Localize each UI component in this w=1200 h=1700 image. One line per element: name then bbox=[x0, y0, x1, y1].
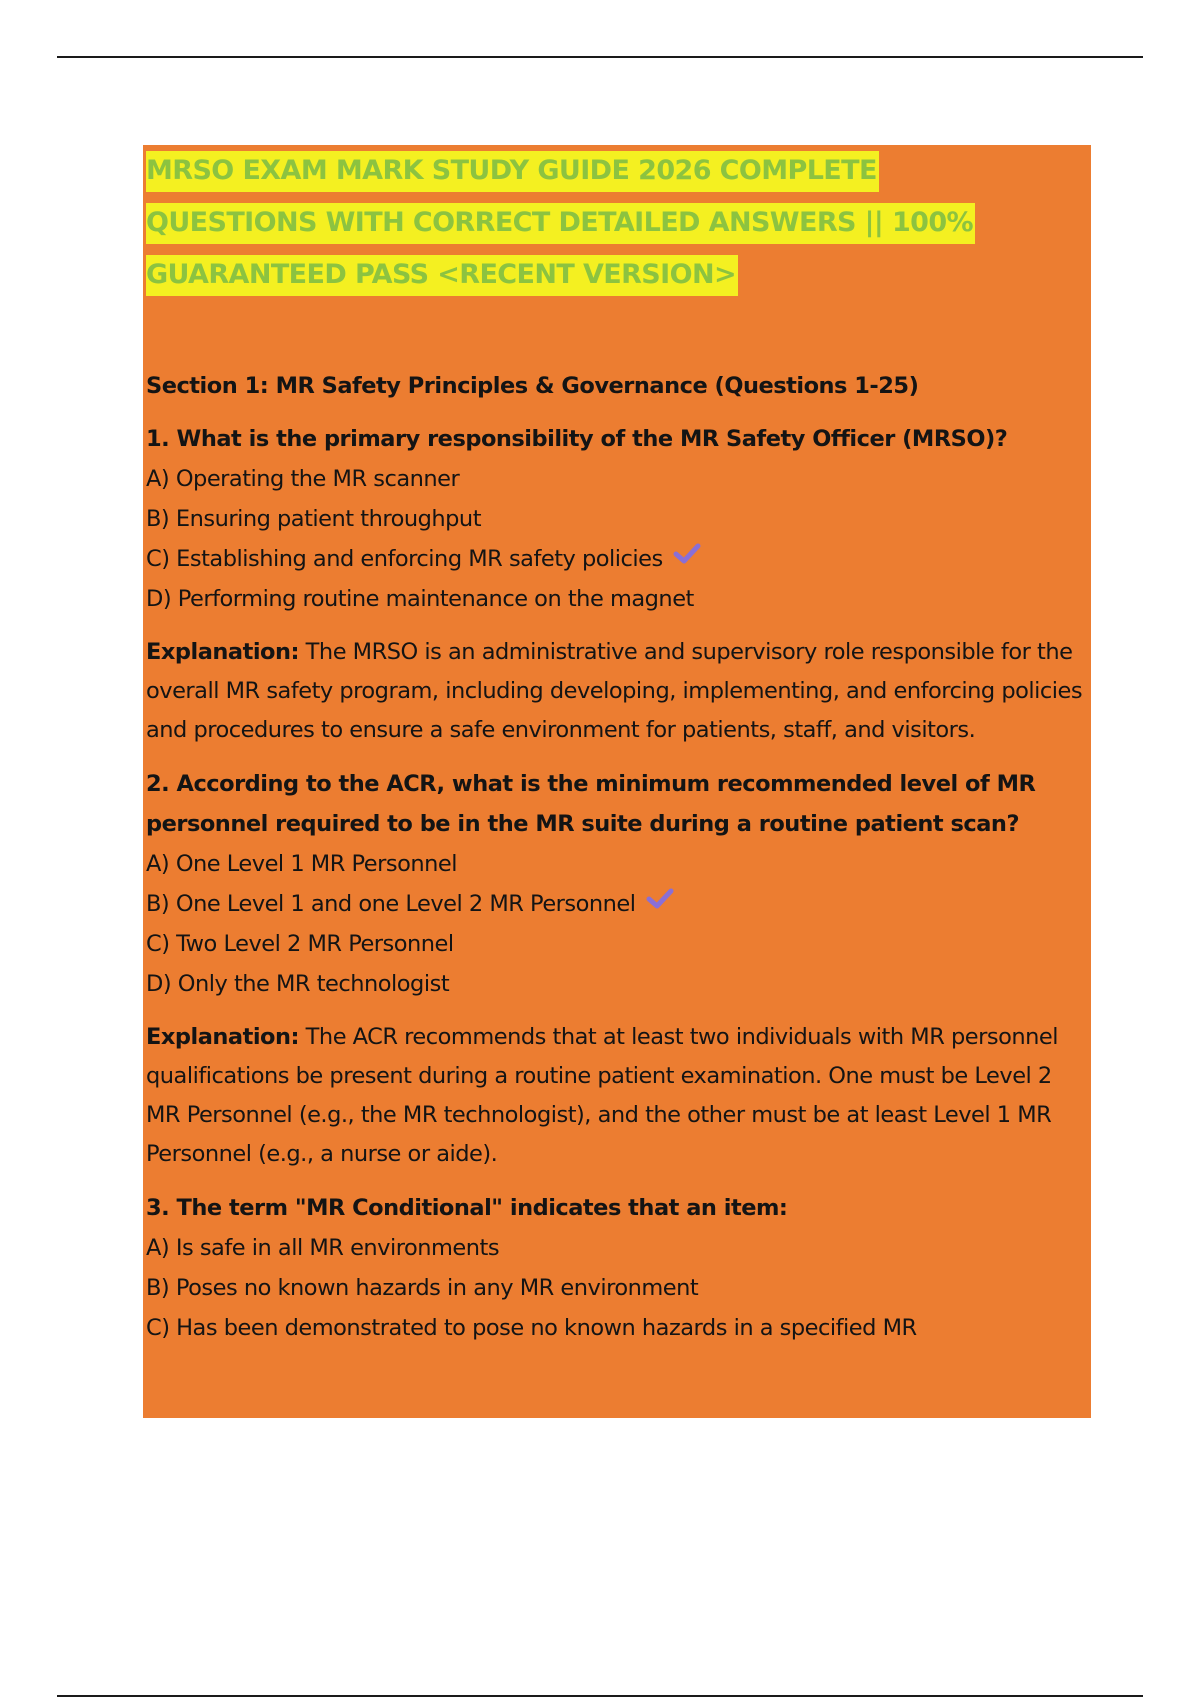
question-block-2 bbox=[146, 764, 1091, 1174]
title-line-1: MRSO EXAM MARK STUDY GUIDE 2026 COMPLETE bbox=[146, 151, 879, 192]
question-block-1 bbox=[146, 419, 1091, 750]
question-block-3 bbox=[146, 1188, 1091, 1348]
answer-option-d: D) Performing routine maintenance on the magnet bbox=[146, 586, 694, 612]
explanation-label: Explanation: bbox=[146, 1024, 300, 1050]
answer-option-a: A) One Level 1 MR Personnel bbox=[146, 851, 457, 877]
title-line-3: GUARANTEED PASS <RECENT VERSION> bbox=[146, 255, 738, 296]
answer-option-b: B) Ensuring patient throughput bbox=[146, 506, 482, 532]
explanation-label: Explanation: bbox=[146, 639, 300, 665]
check-mark-icon bbox=[646, 882, 674, 922]
check-mark-icon bbox=[673, 537, 701, 577]
answer-option-c: C) Establishing and enforcing MR safety policies bbox=[146, 539, 1091, 579]
document-body bbox=[146, 367, 1091, 1362]
question-text: 2. According to the ACR, what is the minimum recommended level of MR personnel required to be in the MR suite during a routine patient scan? bbox=[146, 771, 1036, 837]
answer-option-c: C) Has been demonstrated to pose no known hazards in a specified MR bbox=[146, 1315, 917, 1341]
answer-option-a: A) Is safe in all MR environments bbox=[146, 1235, 500, 1261]
question-text: 1. What is the primary responsibility of the MR Safety Officer (MRSO)? bbox=[146, 426, 1008, 452]
answer-option-d: D) Only the MR technologist bbox=[146, 971, 450, 997]
footer-rule bbox=[57, 1695, 1143, 1697]
question-text: 3. The term "MR Conditional" indicates that an item: bbox=[146, 1195, 788, 1221]
answer-option-c: C) Two Level 2 MR Personnel bbox=[146, 931, 454, 957]
header-rule bbox=[57, 56, 1143, 58]
explanation-text: The MRSO is an administrative and supervisory role responsible for the overall MR safety program, including developing, implementing, and enforcing policies and procedures to ensure a safe environment for patients, staff, and visitors. bbox=[146, 639, 1083, 743]
document-title bbox=[146, 145, 1046, 301]
answer-option-b: B) One Level 1 and one Level 2 MR Personnel bbox=[146, 884, 1091, 924]
title-line-2: QUESTIONS WITH CORRECT DETAILED ANSWERS || 100% bbox=[146, 203, 975, 244]
explanation bbox=[146, 633, 1091, 750]
explanation bbox=[146, 1018, 1091, 1174]
explanation-text: The ACR recommends that at least two individuals with MR personnel qualifications be present during a routine patient examination. One must be Level 2 MR Personnel (e.g., the MR technologist), and the other must be at least Level 1 MR Personnel (e.g., a nurse or aide). bbox=[146, 1024, 1058, 1167]
section-heading: Section 1: MR Safety Principles & Governance (Questions 1-25) bbox=[146, 373, 919, 399]
content-panel bbox=[143, 145, 1091, 1418]
answer-option-a: A) Operating the MR scanner bbox=[146, 466, 460, 492]
answer-option-b: B) Poses no known hazards in any MR environment bbox=[146, 1275, 699, 1301]
